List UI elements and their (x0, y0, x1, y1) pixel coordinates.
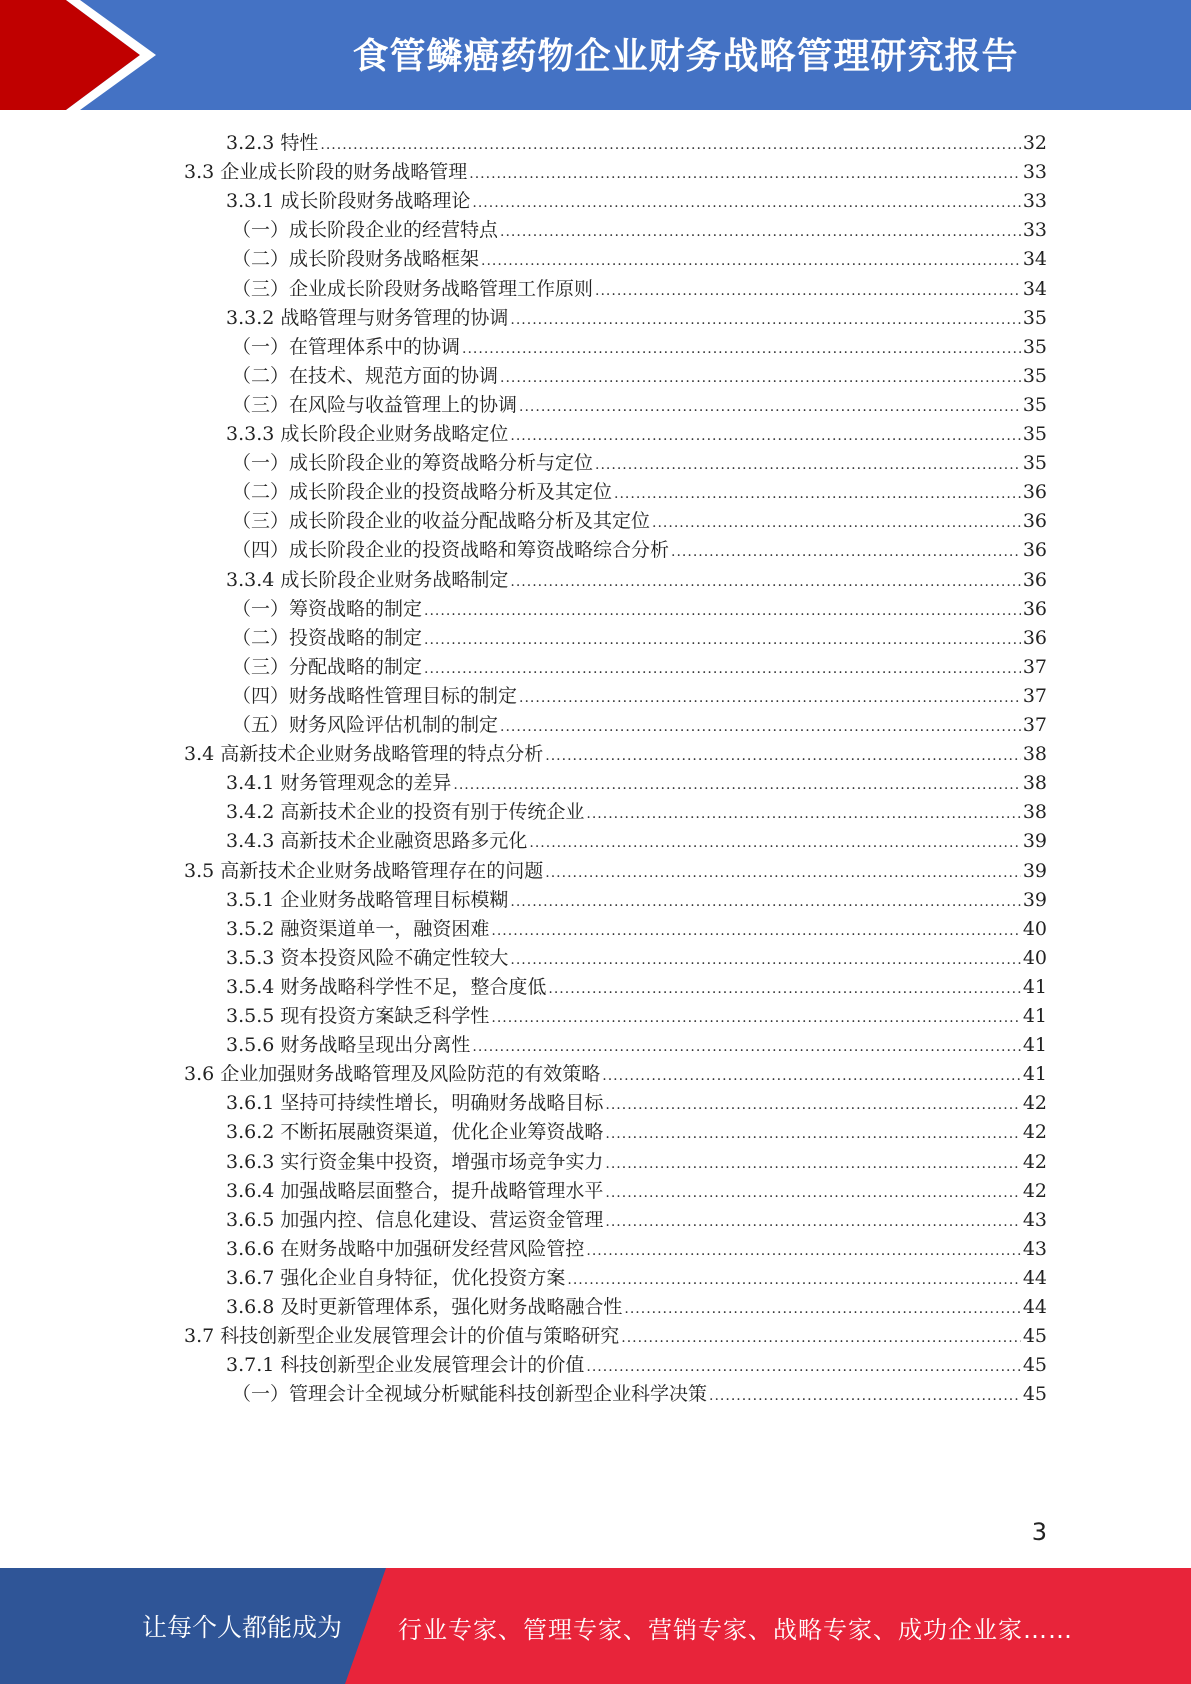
toc-entry[interactable] (232, 506, 1047, 536)
toc-dot-leader (529, 828, 1020, 858)
toc-entry-page: 38 (1022, 801, 1047, 824)
header-banner (0, 0, 1191, 110)
toc-dot-leader (519, 683, 1021, 713)
toc-entry-page: 39 (1022, 830, 1047, 853)
toc-entry-title: （三）在风险与收益管理上的协调 (232, 393, 518, 416)
toc-entry-title: 3.6 企业加强财务战略管理及风险防范的有效策略 (184, 1063, 601, 1086)
toc-entry[interactable] (226, 768, 1047, 798)
toc-dot-leader (586, 799, 1020, 829)
toc-entry-page: 36 (1022, 626, 1047, 649)
toc-entry-page: 45 (1022, 1325, 1047, 1348)
toc-entry[interactable] (226, 1117, 1047, 1147)
header-red-arrow (0, 0, 140, 110)
toc-entry-title: 3.5.4 财务战略科学性不足，整合度低 (226, 975, 547, 998)
toc-entry[interactable] (232, 710, 1047, 740)
toc-entry[interactable] (226, 303, 1047, 333)
toc-entry[interactable] (226, 826, 1047, 856)
toc-dot-leader (469, 159, 1021, 189)
toc-dot-leader (510, 421, 1020, 451)
toc-entry-title: （一）筹资战略的制定 (232, 597, 423, 620)
toc-entry[interactable] (232, 390, 1047, 420)
toc-entry-title: 3.6.1 坚持可持续性增长，明确财务战略目标 (226, 1092, 604, 1115)
toc-entry-page: 35 (1022, 335, 1047, 358)
toc-entry[interactable] (184, 1321, 1047, 1351)
toc-dot-leader (602, 1061, 1021, 1091)
toc-entry-page: 44 (1022, 1266, 1047, 1289)
toc-entry-title: 3.7 科技创新型企业发展管理会计的价值与策略研究 (184, 1325, 620, 1348)
toc-entry-title: 3.6.8 及时更新管理体系，强化财务战略融合性 (226, 1296, 623, 1318)
toc-entry-title: 3.5 高新技术企业财务战略管理存在的问题 (184, 859, 544, 882)
toc-dot-leader (481, 246, 1021, 276)
toc-entry[interactable] (232, 477, 1047, 507)
toc-entry-page: 40 (1022, 946, 1047, 969)
toc-entry-title: （二）投资战略的制定 (232, 626, 423, 649)
toc-entry[interactable] (226, 1176, 1047, 1206)
toc-entry-title: （二）在技术、规范方面的协调 (232, 364, 499, 387)
toc-entry-title: 3.6.2 不断拓展融资渠道，优化企业筹资战略 (226, 1121, 604, 1144)
toc-dot-leader (500, 363, 1021, 393)
toc-entry[interactable] (232, 448, 1047, 478)
toc-entry-title: 3.5.5 现有投资方案缺乏科学性 (226, 1005, 490, 1027)
toc-entry[interactable] (232, 681, 1047, 711)
toc-dot-leader (595, 450, 1021, 480)
toc-entry[interactable] (226, 565, 1047, 595)
toc-entry-title: 3.6.3 实行资金集中投资，增强市场竞争实力 (226, 1150, 604, 1173)
toc-dot-leader (586, 1352, 1020, 1382)
toc-entry-title: 3.3.3 成长阶段企业财务战略定位 (226, 423, 509, 445)
toc-entry-title: 3.3.2 战略管理与财务管理的协调 (226, 306, 509, 329)
toc-entry-title: 3.3.1 成长阶段财务战略理论 (226, 190, 471, 213)
toc-entry-page: 35 (1022, 306, 1047, 329)
toc-entry[interactable] (232, 594, 1047, 624)
page-title: 食管鳞癌药物企业财务战略管理研究报告 (352, 36, 1019, 77)
toc-entry-page: 41 (1022, 1034, 1047, 1057)
toc-dot-leader (595, 276, 1021, 306)
toc-dot-leader (621, 1323, 1021, 1353)
toc-dot-leader (424, 625, 1021, 655)
footer-banner (0, 1568, 1191, 1684)
toc-entry-title: 3.5.6 财务战略呈现出分离性 (226, 1034, 471, 1057)
toc-entry[interactable] (226, 885, 1047, 915)
toc-dot-leader (500, 217, 1021, 247)
toc-entry[interactable] (226, 972, 1047, 1002)
toc-dot-leader (605, 1178, 1020, 1208)
toc-dot-leader (671, 537, 1021, 567)
toc-dot-leader (586, 1236, 1020, 1266)
toc-dot-leader (472, 1032, 1020, 1062)
toc-entry-title: （四）财务战略性管理目标的制定 (232, 684, 518, 707)
toc-entry[interactable] (226, 1088, 1047, 1118)
toc-entry-title: 3.4.3 高新技术企业融资思路多元化 (226, 830, 528, 853)
toc-dot-leader (567, 1265, 1020, 1295)
toc-dot-leader (491, 1003, 1020, 1033)
toc-entry[interactable] (232, 361, 1047, 391)
toc-entry[interactable] (232, 652, 1047, 682)
toc-entry-title: （二）成长阶段财务战略框架 (232, 248, 480, 271)
toc-entry-title: 3.3.4 成长阶段企业财务战略制定 (226, 568, 509, 591)
toc-entry-title: 3.2.3 特性 (226, 132, 319, 154)
toc-dot-leader (605, 1207, 1020, 1237)
toc-entry-page: 41 (1022, 975, 1047, 998)
toc-entry[interactable] (232, 535, 1047, 565)
toc-entry-page: 33 (1022, 219, 1047, 242)
toc-entry[interactable] (226, 797, 1047, 827)
toc-entry-title: （五）财务风险评估机制的制定 (232, 714, 499, 736)
toc-entry-page: 42 (1022, 1121, 1047, 1144)
toc-dot-leader (424, 596, 1021, 626)
toc-dot-leader (545, 858, 1021, 888)
toc-entry[interactable] (232, 1379, 1047, 1409)
toc-entry[interactable] (226, 1001, 1047, 1031)
toc-dot-leader (614, 479, 1021, 509)
toc-entry-page: 36 (1022, 510, 1047, 533)
toc-entry-page: 32 (1022, 132, 1047, 154)
toc-entry-page: 42 (1022, 1150, 1047, 1173)
toc-dot-leader (510, 305, 1020, 335)
toc-entry-title: （三）成长阶段企业的收益分配战略分析及其定位 (232, 510, 651, 533)
toc-entry-page: 36 (1022, 597, 1047, 620)
toc-entry-page: 43 (1022, 1237, 1047, 1260)
toc-entry-title: 3.3 企业成长阶段的财务战略管理 (184, 161, 468, 184)
toc-entry-page: 39 (1022, 859, 1047, 882)
toc-dot-leader (548, 974, 1020, 1004)
toc-entry[interactable] (226, 914, 1047, 944)
toc-entry-page: 37 (1022, 684, 1047, 707)
toc-entry-title: 3.6.4 加强战略层面整合，提升战略管理水平 (226, 1179, 604, 1202)
toc-dot-leader (545, 741, 1021, 771)
toc-dot-leader (605, 1119, 1020, 1149)
toc-entry-title: 3.7.1 科技创新型企业发展管理会计的价值 (226, 1354, 585, 1377)
toc-entry-page: 42 (1022, 1092, 1047, 1115)
toc-entry[interactable] (184, 157, 1047, 187)
toc-entry-page: 33 (1022, 190, 1047, 213)
toc-entry-page: 39 (1022, 888, 1047, 911)
toc-entry-page: 41 (1022, 1005, 1047, 1027)
toc-entry[interactable] (226, 1263, 1047, 1293)
toc-entry-page: 34 (1022, 248, 1047, 271)
toc-entry-title: 3.6.5 加强内控、信息化建设、营运资金管理 (226, 1208, 604, 1231)
toc-entry[interactable] (232, 244, 1047, 274)
toc-entry[interactable] (226, 1030, 1047, 1060)
toc-dot-leader (472, 188, 1020, 218)
toc-entry-page: 35 (1022, 364, 1047, 387)
toc-entry[interactable] (184, 1059, 1047, 1089)
toc-entry-page: 45 (1022, 1354, 1047, 1377)
toc-entry-title: 3.5.1 企业财务战略管理目标模糊 (226, 888, 509, 911)
toc-entry-page: 37 (1022, 655, 1047, 678)
toc-dot-leader (500, 712, 1021, 742)
footer-slogan-left: 让每个人都能成为 (142, 1613, 343, 1642)
toc-entry-page: 36 (1022, 481, 1047, 504)
toc-dot-leader (320, 130, 1020, 160)
toc-dot-leader (510, 887, 1020, 917)
toc-entry[interactable] (226, 943, 1047, 973)
toc-entry[interactable] (226, 419, 1047, 449)
toc-entry-title: （三）企业成长阶段财务战略管理工作原则 (232, 277, 594, 300)
toc-entry[interactable] (226, 1205, 1047, 1235)
toc-entry-title: （一）成长阶段企业的经营特点 (232, 219, 499, 242)
toc-entry-title: （二）成长阶段企业的投资战略分析及其定位 (232, 481, 613, 504)
toc-dot-leader (709, 1381, 1021, 1411)
toc-entry[interactable] (184, 856, 1047, 886)
toc-dot-leader (510, 567, 1020, 597)
toc-entry-page: 43 (1022, 1208, 1047, 1231)
toc-dot-leader (624, 1294, 1020, 1324)
toc-entry-page: 38 (1022, 743, 1047, 766)
toc-entry[interactable] (232, 623, 1047, 653)
toc-entry-page: 33 (1022, 161, 1047, 184)
toc-dot-leader (424, 654, 1021, 684)
toc-entry-page: 38 (1022, 772, 1047, 795)
toc-entry-title: 3.6.7 强化企业自身特征，优化投资方案 (226, 1266, 566, 1289)
toc-entry-page: 36 (1022, 539, 1047, 562)
toc-dot-leader (453, 770, 1020, 800)
toc-dot-leader (519, 392, 1021, 422)
toc-entry-page: 42 (1022, 1179, 1047, 1202)
toc-entry[interactable] (226, 1234, 1047, 1264)
toc-entry[interactable] (226, 128, 1047, 158)
toc-dot-leader (462, 334, 1021, 364)
toc-entry-title: （一）在管理体系中的协调 (232, 335, 461, 358)
toc-entry-page: 35 (1022, 393, 1047, 416)
toc-entry[interactable] (232, 215, 1047, 245)
toc-entry-page: 40 (1022, 917, 1047, 940)
toc-entry-title: （三）分配战略的制定 (232, 655, 423, 678)
toc-entry-page: 35 (1022, 423, 1047, 445)
toc-entry-page: 44 (1022, 1296, 1047, 1318)
toc-entry-title: 3.5.2 融资渠道单一，融资困难 (226, 917, 490, 940)
toc-dot-leader (605, 1090, 1020, 1120)
toc-entry[interactable] (226, 1292, 1047, 1322)
toc-entry-page: 45 (1022, 1383, 1047, 1406)
toc-entry[interactable] (226, 1350, 1047, 1380)
toc-entry-title: 3.6.6 在财务战略中加强研发经营风险管控 (226, 1237, 585, 1260)
toc-entry-title: 3.5.3 资本投资风险不确定性较大 (226, 946, 509, 969)
toc-entry-title: （一）管理会计全视域分析赋能科技创新型企业科学决策 (232, 1383, 708, 1406)
toc-entry-title: （四）成长阶段企业的投资战略和筹资战略综合分析 (232, 539, 670, 562)
toc-dot-leader (510, 945, 1020, 975)
page-number: 3 (1031, 1518, 1047, 1546)
toc-entry-title: （一）成长阶段企业的筹资战略分析与定位 (232, 452, 594, 475)
toc-entry-page: 37 (1022, 714, 1047, 736)
toc-entry[interactable] (226, 186, 1047, 216)
toc-dot-leader (652, 508, 1021, 538)
toc-dot-leader (605, 1149, 1020, 1179)
toc-entry-page: 34 (1022, 277, 1047, 300)
toc-dot-leader (491, 916, 1020, 946)
toc-entry[interactable] (226, 1147, 1047, 1177)
toc-entry-page: 41 (1022, 1063, 1047, 1086)
toc-entry[interactable] (184, 739, 1047, 769)
footer-slogan-right: 行业专家、管理专家、营销专家、战略专家、成功企业家…… (398, 1616, 1073, 1644)
toc-entry[interactable] (232, 274, 1047, 304)
toc-entry-title: 3.4.1 财务管理观念的差异 (226, 772, 452, 795)
toc-entry-title: 3.4 高新技术企业财务战略管理的特点分析 (184, 743, 544, 766)
toc-entry-page: 36 (1022, 568, 1047, 591)
toc-entry[interactable] (232, 332, 1047, 362)
toc-entry-page: 35 (1022, 452, 1047, 475)
toc-entry-title: 3.4.2 高新技术企业的投资有别于传统企业 (226, 801, 585, 824)
